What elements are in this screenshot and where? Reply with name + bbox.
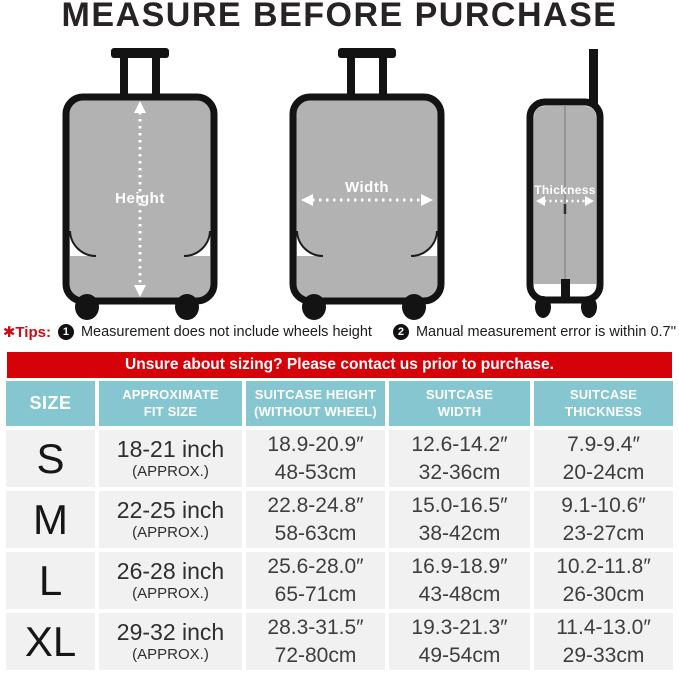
suitcase-side-thickness (530, 49, 600, 318)
header-width-line1: SUITCASE (425, 386, 494, 402)
header-size-label: SIZE (29, 392, 72, 413)
tip-2-badge: 2 (393, 324, 409, 340)
row-xl-height-cell (246, 613, 385, 670)
width-inch: 16.9-18.9″ (411, 555, 508, 579)
row-xl-size-cell (6, 613, 95, 670)
header-fit-line1: APPROXIMATE (122, 386, 219, 402)
row-s-height-cell (246, 430, 385, 487)
wheel (175, 294, 199, 320)
header-fit-line2: FIT SIZE (143, 403, 198, 419)
row-l-width-cell (389, 552, 530, 609)
header-suitcase-height (246, 381, 385, 426)
row-l-thickness-cell (534, 552, 673, 609)
fit-size: 18-21 inch (116, 435, 225, 462)
height-inch: 28.3-31.5″ (267, 616, 364, 640)
fit-size: 26-28 inch (116, 557, 225, 584)
row-s-fit-cell (99, 430, 242, 487)
width-inch: 12.6-14.2″ (411, 433, 508, 457)
thickness-cm: 26-30cm (562, 582, 645, 606)
height-cm: 58-63cm (274, 521, 357, 545)
header-height-line1: SUITCASE HEIGHT (254, 386, 377, 402)
tip-2-text: Manual measurement error is within 0.7'' (415, 324, 677, 340)
fit-size: 29-32 inch (116, 618, 225, 645)
size-label: XL (24, 617, 77, 665)
suitcase-front-height (66, 48, 214, 320)
row-m-fit-cell (99, 491, 242, 548)
fit-note: (APPROX.) (132, 463, 209, 481)
size-label: S (36, 434, 65, 482)
row-m-height-cell (246, 491, 385, 548)
height-cm: 72-80cm (274, 643, 357, 667)
thickness-inch: 10.2-11.8″ (556, 555, 651, 579)
thickness-label: Thickness (534, 183, 596, 197)
height-inch: 22.8-24.8″ (267, 494, 364, 518)
width-cm: 32-36cm (418, 460, 501, 484)
wheel (581, 296, 597, 318)
fit-note: (APPROX.) (132, 646, 209, 664)
row-l-size-cell (6, 552, 95, 609)
header-height-line2: (WITHOUT WHEEL) (254, 403, 377, 419)
thickness-cm: 20-24cm (562, 460, 645, 484)
width-cm: 38-42cm (418, 521, 501, 545)
thickness-inch: 9.1-10.6″ (561, 494, 646, 518)
height-cm: 48-53cm (274, 460, 357, 484)
height-label: Height (115, 190, 165, 207)
suitcase-measurement-diagram (0, 40, 679, 325)
wheel (402, 294, 426, 320)
row-xl-fit-cell (99, 613, 242, 670)
tips-line (0, 323, 679, 341)
width-inch: 15.0-16.5″ (411, 494, 508, 518)
thickness-inch: 7.9-9.4″ (567, 433, 640, 457)
thickness-inch: 11.4-13.0″ (556, 616, 651, 640)
wheel (302, 294, 326, 320)
banner-text: Unsure about sizing? Please contact us prior to purchase. (125, 356, 554, 373)
header-thickness-line1: SUITCASE (569, 386, 638, 402)
header-fit-size (99, 381, 242, 426)
sizing-table (6, 381, 673, 670)
row-m-size-cell (6, 491, 95, 548)
row-xl-width-cell (389, 613, 530, 670)
row-xl-thickness-cell (534, 613, 673, 670)
height-inch: 25.6-28.0″ (267, 555, 364, 579)
header-width-line2: WIDTH (437, 403, 482, 419)
row-s-width-cell (389, 430, 530, 487)
size-label: L (38, 556, 63, 604)
wheel (535, 296, 551, 318)
tip-1-text: Measurement does not include wheels height (80, 324, 372, 340)
tip-1-badge: 1 (58, 324, 74, 340)
fit-note: (APPROX.) (132, 524, 209, 542)
header-suitcase-width (389, 381, 530, 426)
size-label: M (33, 495, 68, 543)
thickness-cm: 29-33cm (562, 643, 645, 667)
width-inch: 19.3-21.3″ (411, 616, 508, 640)
fit-size: 22-25 inch (116, 496, 225, 523)
row-s-size-cell (6, 430, 95, 487)
thickness-cm: 23-27cm (562, 521, 645, 545)
row-m-thickness-cell (534, 491, 673, 548)
row-s-thickness-cell (534, 430, 673, 487)
header-thickness-line2: THICKNESS (565, 403, 642, 419)
width-cm: 49-54cm (418, 643, 501, 667)
wheel (75, 294, 99, 320)
header-size (6, 381, 95, 426)
contact-us-banner (7, 352, 672, 378)
height-inch: 18.9-20.9″ (267, 433, 364, 457)
header-suitcase-thickness (534, 381, 673, 426)
tips-prefix: ✱Tips: (2, 324, 51, 341)
width-cm: 43-48cm (418, 582, 501, 606)
width-label: Width (344, 179, 390, 196)
page-title: MEASURE BEFORE PURCHASE (61, 0, 618, 34)
row-l-fit-cell (99, 552, 242, 609)
row-l-height-cell (246, 552, 385, 609)
row-m-width-cell (389, 491, 530, 548)
height-cm: 65-71cm (274, 582, 357, 606)
fit-note: (APPROX.) (132, 585, 209, 603)
suitcase-front-width (293, 48, 441, 320)
